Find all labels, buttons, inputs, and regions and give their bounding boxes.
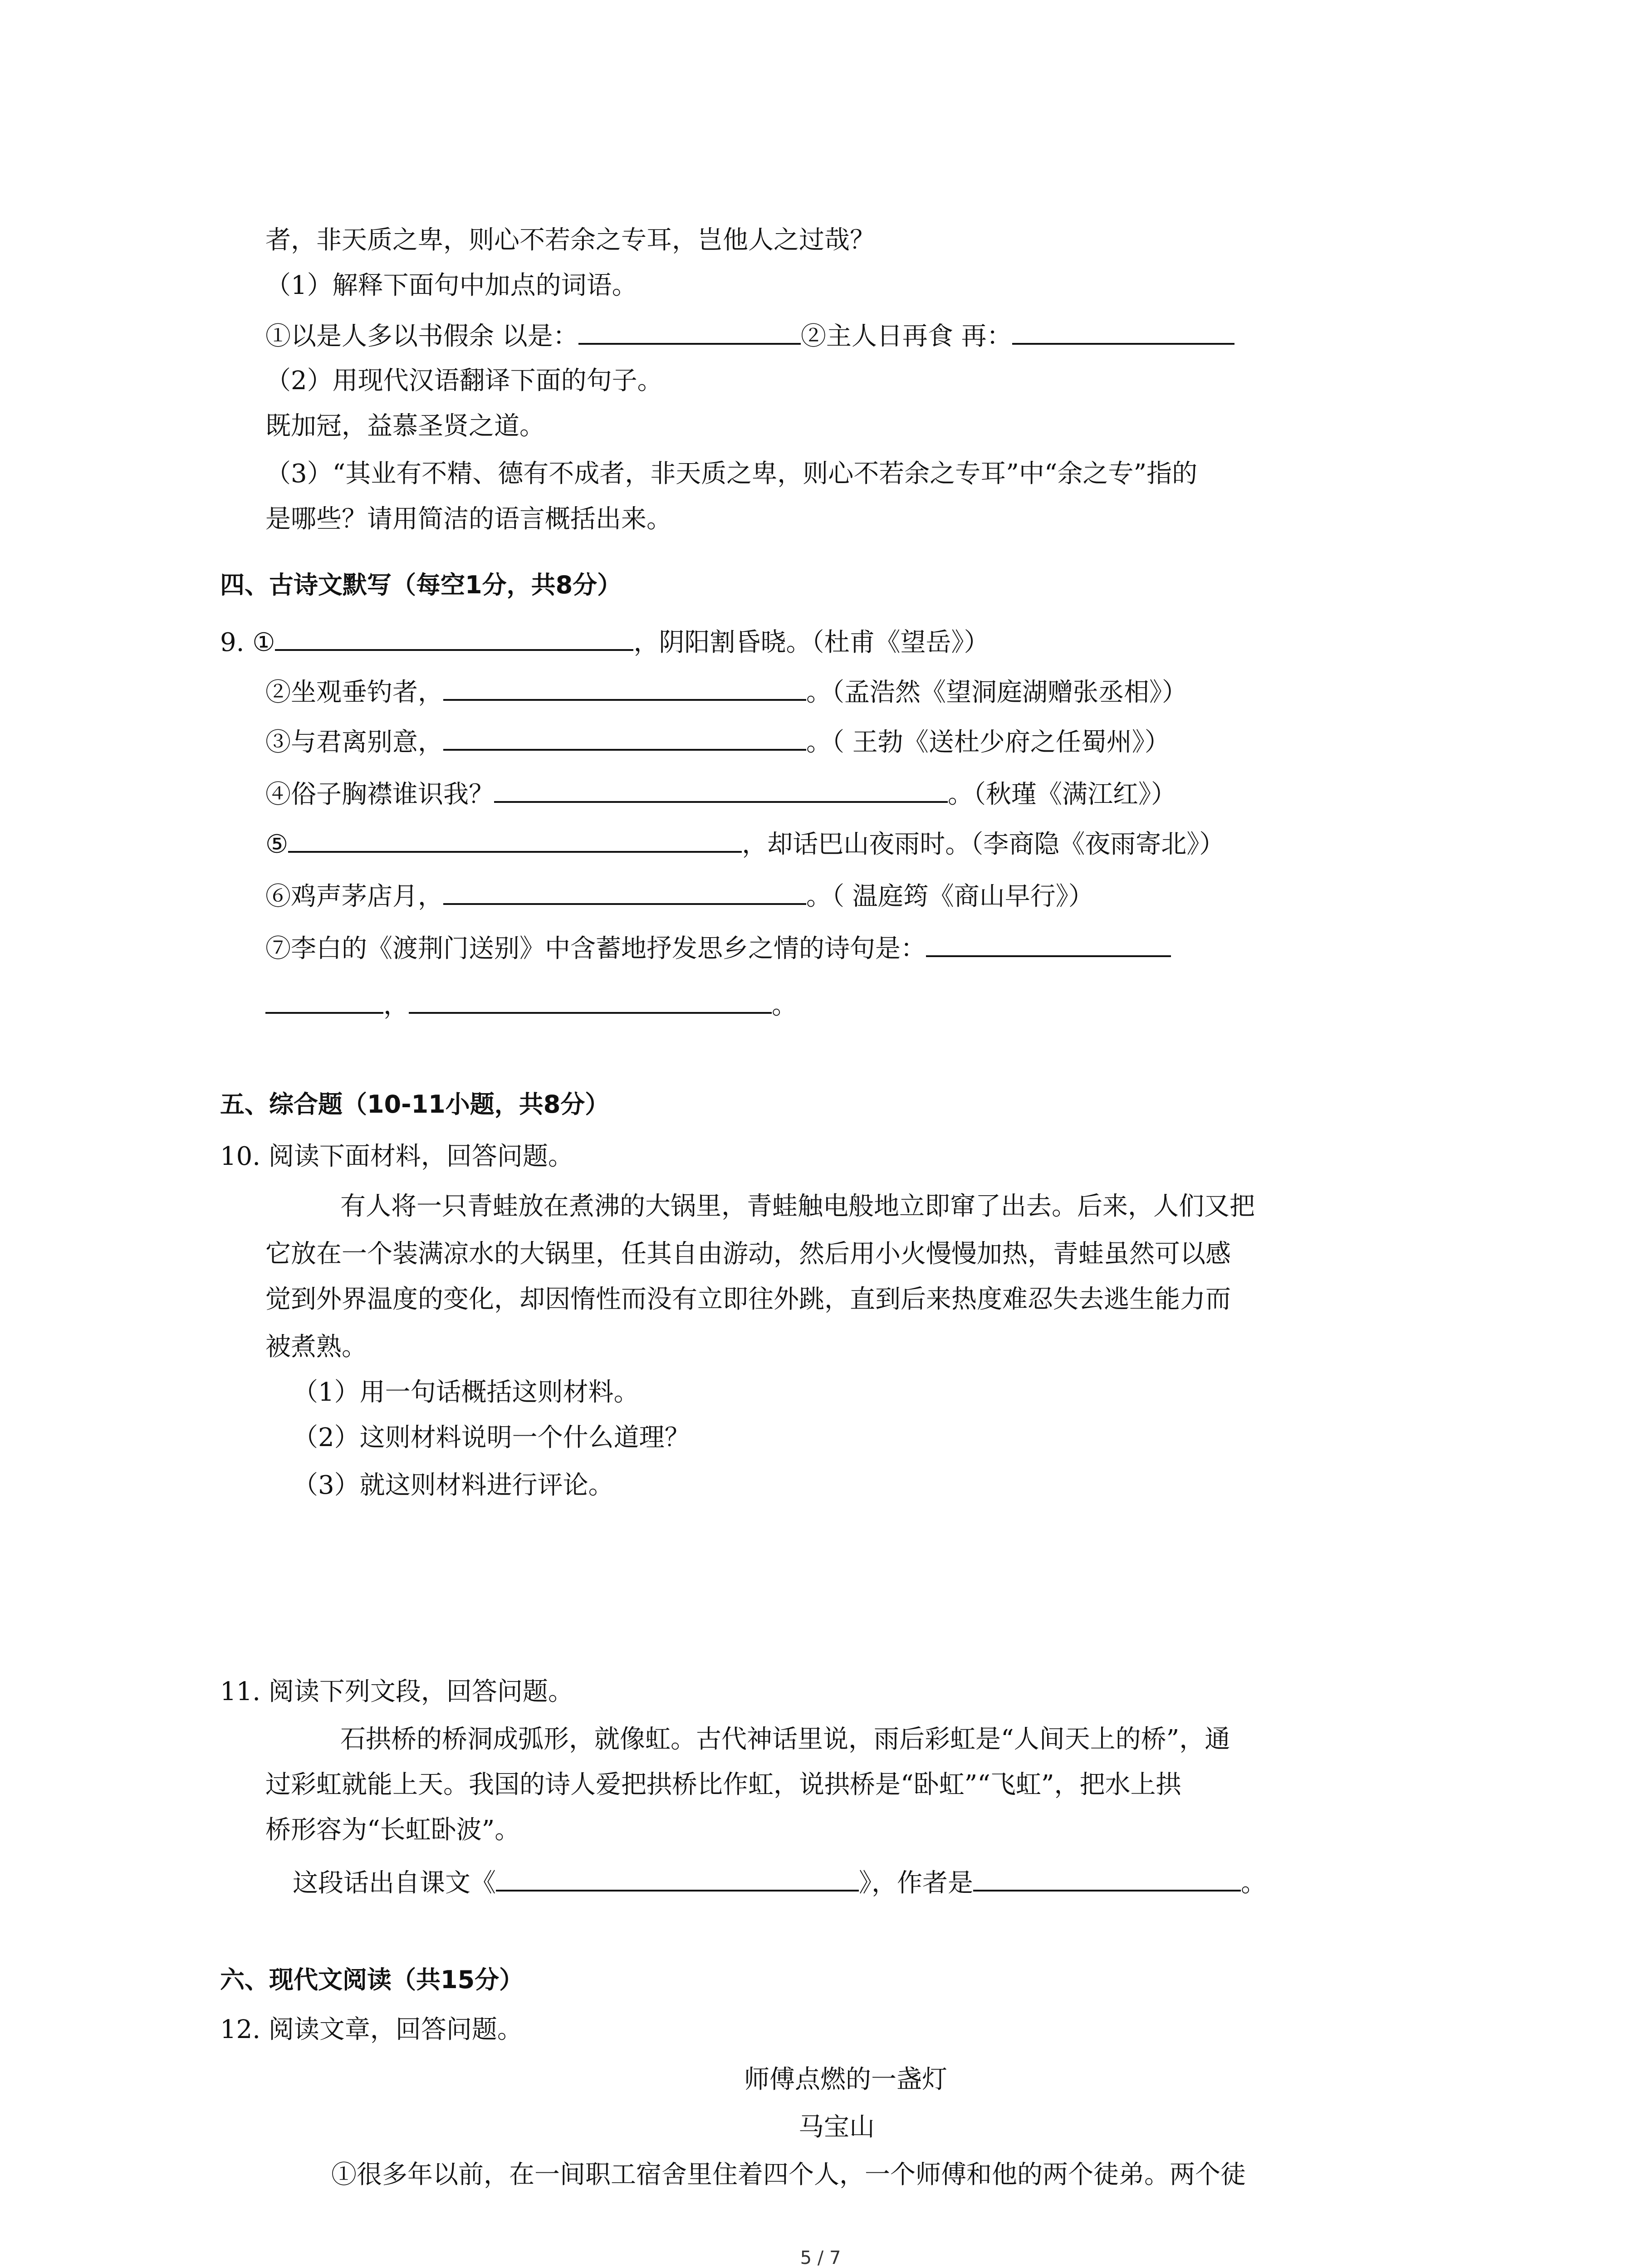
section-6-title: 六、现代文阅读（共15分） <box>220 1965 524 1994</box>
answer-blank[interactable] <box>275 624 633 651</box>
item-text: 。（秋瑾《满江红》） <box>948 780 1176 809</box>
question-12: 12. 阅读文章，回答问题。 <box>220 2015 523 2044</box>
answer-blank[interactable] <box>443 674 806 701</box>
fill-text: 。 <box>1241 1868 1266 1898</box>
answer-blank[interactable] <box>288 826 742 853</box>
material-line: 觉到外界温度的变化，却因惰性而没有立即往外跳，直到后来热度难忍失去逃生能力而 <box>265 1285 1231 1314</box>
passage-line: 过彩虹就能上天。我国的诗人爱把拱桥比作虹，说拱桥是“卧虹”“飞虹”，把水上拱 <box>265 1770 1181 1799</box>
question-3-3: （3）“其业有不精、德有不成者，非天质之卑，则心不若余之专耳”中“余之专”指的 <box>265 459 1198 489</box>
answer-blank[interactable] <box>973 1864 1241 1892</box>
item-label: ⑤ <box>265 830 289 859</box>
question-9-item-6 <box>265 878 1094 915</box>
item-1: ①以是人多以书假余 以是： <box>265 322 578 351</box>
article-title: 师傅点燃的一盏灯 <box>744 2065 947 2094</box>
question-9-item-2 <box>265 674 1187 711</box>
question-3-1: （1）解释下面句中加点的词语。 <box>265 271 637 300</box>
article-paragraph: ①很多年以前，在一间职工宿舍里住着四个人，一个师傅和他的两个徒弟。两个徒 <box>331 2160 1246 2190</box>
passage-line: 石拱桥的桥洞成弧形，就像虹。古代神话里说，雨后彩虹是“人间天上的桥”，通 <box>340 1725 1230 1754</box>
item-text: ②坐观垂钓者， <box>265 678 443 707</box>
question-9-item-3 <box>265 723 1170 761</box>
material-line: 被煮熟。 <box>265 1332 367 1362</box>
item-text: ③与君离别意， <box>265 728 443 757</box>
answer-blank[interactable] <box>409 987 772 1014</box>
material-line: 有人将一只青蛙放在煮沸的大锅里，青蛙触电般地立即窜了出去。后来，人们又把 <box>340 1192 1255 1221</box>
fill-text: 这段话出自课文《 <box>293 1868 496 1898</box>
answer-blank[interactable] <box>494 776 948 803</box>
question-9-item-7-cont <box>265 987 797 1024</box>
question-9-item-4 <box>265 776 1176 813</box>
answer-blank[interactable] <box>1012 318 1234 345</box>
article-author: 马宝山 <box>798 2112 875 2142</box>
item-text: 。（ 王勃《送杜少府之任蜀州》） <box>806 728 1170 757</box>
question-11: 11. 阅读下列文段，回答问题。 <box>220 1677 573 1706</box>
fill-text: 》，作者是 <box>859 1868 973 1898</box>
answer-blank[interactable] <box>496 1864 859 1892</box>
item-text: ⑥鸡声茅店月， <box>265 882 443 911</box>
question-10-3: （3）就这则材料进行评论。 <box>293 1471 614 1500</box>
question-9-item-1 <box>220 624 989 661</box>
punctuation: 。 <box>772 991 797 1020</box>
item-2: ②主人日再食 再： <box>800 322 1012 351</box>
answer-blank[interactable] <box>443 723 806 751</box>
question-11-fill <box>293 1864 1266 1901</box>
question-9-item-5 <box>265 826 1225 863</box>
answer-blank[interactable] <box>926 930 1171 957</box>
item-label: ① <box>252 628 275 657</box>
question-9-item-7 <box>265 930 1171 967</box>
section-5-title: 五、综合题（10-11小题，共8分） <box>220 1090 610 1119</box>
item-text: ④俗子胸襟谁识我？ <box>265 780 494 809</box>
item-text: ，却话巴山夜雨时。（李商隐《夜雨寄北》） <box>742 830 1225 859</box>
page-number: 5 / 7 <box>800 2248 841 2268</box>
section-4-title: 四、古诗文默写（每空1分，共8分） <box>220 571 622 599</box>
item-text: ，阴阳割昏晓。（杜甫《望岳》） <box>633 628 989 657</box>
question-10-2: （2）这则材料说明一个什么道理？ <box>293 1423 690 1452</box>
item-text: ⑦李白的《渡荆门送别》中含蓄地抒发思乡之情的诗句是： <box>265 934 926 963</box>
punctuation: ， <box>383 991 409 1020</box>
question-3-2: （2）用现代汉语翻译下面的句子。 <box>265 366 663 396</box>
material-line: 它放在一个装满凉水的大锅里，任其自由游动，然后用小火慢慢加热，青蛙虽然可以感 <box>265 1239 1231 1269</box>
item-text: 。（ 温庭筠《商山早行》） <box>806 882 1094 911</box>
question-3-1-items <box>265 318 1234 355</box>
question-10: 10. 阅读下面材料，回答问题。 <box>220 1142 573 1171</box>
question-3-3-cont: 是哪些？请用简洁的语言概括出来。 <box>265 504 672 534</box>
passage-line: 桥形容为“长虹卧波”。 <box>265 1815 520 1845</box>
answer-blank[interactable] <box>443 878 806 905</box>
answer-blank[interactable] <box>265 987 383 1014</box>
translate-sentence: 既加冠，益慕圣贤之道。 <box>265 411 545 441</box>
passage-line: 者，非天质之卑，则心不若余之专耳，岂他人之过哉？ <box>265 225 875 255</box>
question-number: 9. <box>220 628 253 657</box>
answer-blank[interactable] <box>578 318 801 345</box>
item-text: 。（孟浩然《望洞庭湖赠张丞相》） <box>806 678 1187 707</box>
question-10-1: （1）用一句话概括这则材料。 <box>293 1378 639 1407</box>
